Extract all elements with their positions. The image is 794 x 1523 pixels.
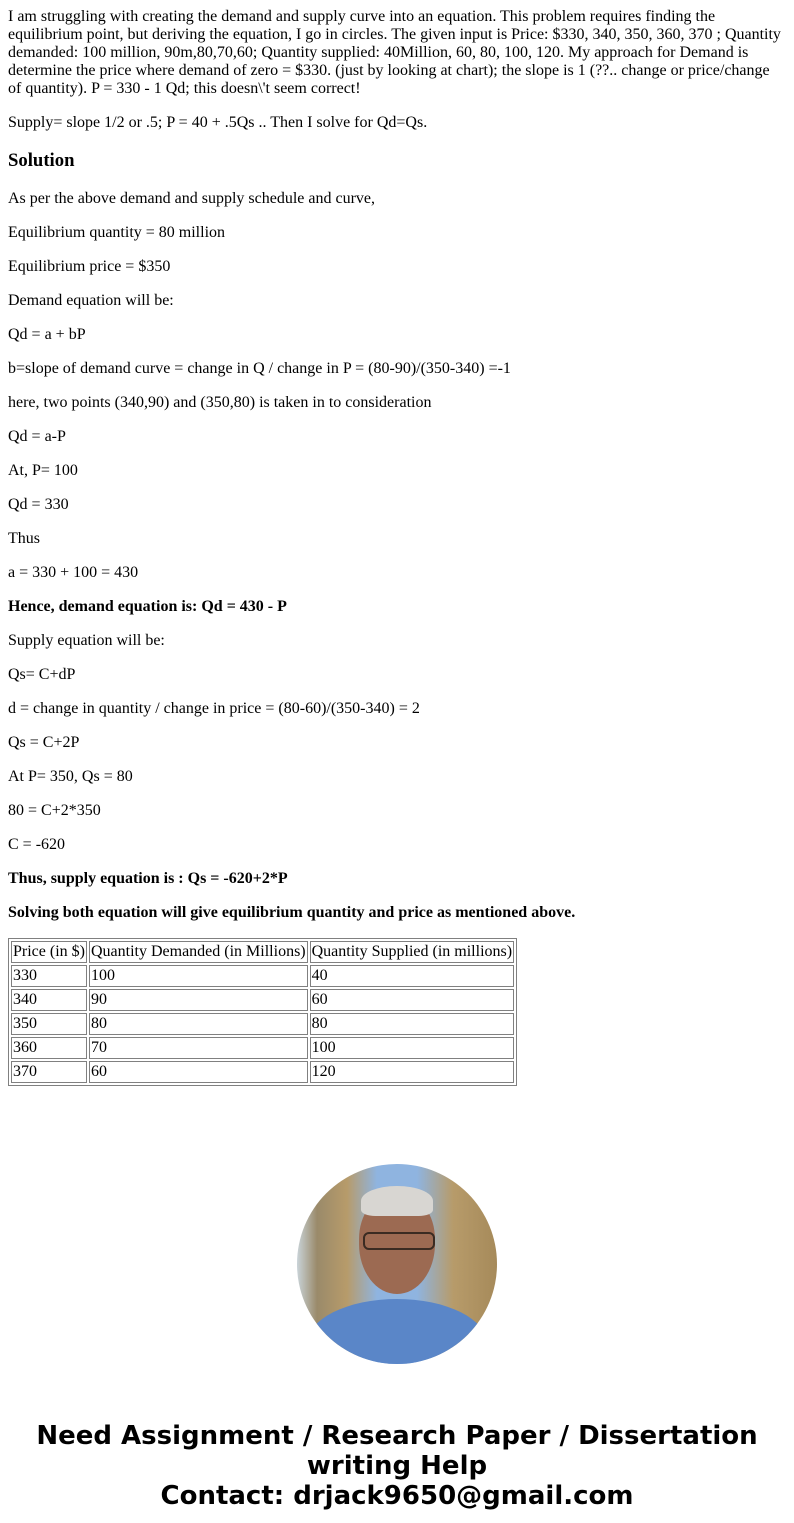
solution-paragraph: C = -620 (8, 836, 66, 853)
table-cell: Quantity Supplied (in millions) (310, 941, 514, 963)
table-header-row (11, 941, 514, 963)
solution-paragraph: Demand equation will be: (8, 292, 174, 309)
solution-paragraph: Thus (8, 530, 40, 547)
table-row (11, 965, 514, 987)
table-cell: 100 (310, 1037, 514, 1059)
solution-paragraph: a = 330 + 100 = 430 (8, 564, 139, 581)
solution-paragraph: Supply equation will be: (8, 632, 165, 649)
avatar-container (8, 1164, 786, 1369)
table-cell: 70 (89, 1037, 308, 1059)
solution-paragraph: Qd = a + bP (8, 326, 86, 343)
table-cell: 360 (11, 1037, 87, 1059)
solution-paragraph: As per the above demand and supply schedule and curve, (8, 190, 375, 207)
table-cell: 60 (310, 989, 514, 1011)
solution-paragraph (8, 904, 786, 922)
solution-paragraph: Equilibrium price = $350 (8, 258, 171, 275)
solution-paragraph (8, 598, 786, 616)
bold-text: Solving both equation will give equilibrium quantity and price as mentioned above. (8, 904, 576, 921)
table-cell: 60 (89, 1061, 308, 1083)
table-cell: 90 (89, 989, 308, 1011)
table-cell: 100 (89, 965, 308, 987)
solution-paragraph: Qs= C+dP (8, 666, 76, 683)
table-row (11, 989, 514, 1011)
question (8, 8, 786, 132)
solution-body (8, 190, 786, 922)
table-cell: 340 (11, 989, 87, 1011)
solution-paragraph: Qd = 330 (8, 496, 69, 513)
table-row (11, 1061, 514, 1083)
solution-paragraph: Qd = a-P (8, 428, 66, 445)
table-cell: 330 (11, 965, 87, 987)
solution-paragraph: here, two points (340,90) and (350,80) is taken in to consideration (8, 394, 432, 411)
question-paragraph: Supply= slope 1/2 or .5; P = 40 + .5Qs .. Then I solve for Qd=Qs. (8, 114, 428, 131)
schedule-table (8, 938, 517, 1086)
table-cell: 40 (310, 965, 514, 987)
table-cell: 80 (89, 1013, 308, 1035)
table-row (11, 1013, 514, 1035)
table-cell: 370 (11, 1061, 87, 1083)
footer-banner (8, 1421, 786, 1511)
table-cell: 350 (11, 1013, 87, 1035)
solution-paragraph: At, P= 100 (8, 462, 78, 479)
solution-paragraph (8, 870, 786, 888)
solution-paragraph: d = change in quantity / change in price = (80-60)/(350-340) = 2 (8, 700, 420, 717)
table-cell: Quantity Demanded (in Millions) (89, 941, 308, 963)
question-paragraph: I am struggling with creating the demand and supply curve into an equation. This problem requires finding the equilibrium point, but deriving the equation, I go in circles. The given input is Price: $330, 340, 350, 360, 370 ; Quantity demanded: 100 million, 90m,80,70,60; Quantity supplied: 40Million, 60, 80, 100, 120. My approach for Demand is determine the price where demand of zero = $330. (just by looking at chart); the slope is 1 (??.. change or price/change of quantity). P = 330 - 1 Qd; this doesn\'t seem correct! (8, 8, 781, 97)
solution-paragraph: Qs = C+2P (8, 734, 80, 751)
solution-paragraph: b=slope of demand curve = change in Q / change in P = (80-90)/(350-340) =-1 (8, 360, 511, 377)
bold-text: Thus, supply equation is : Qs = -620+2*P (8, 870, 288, 887)
bold-text: Hence, demand equation is: Qd = 430 - P (8, 598, 287, 615)
avatar (297, 1164, 497, 1364)
table-cell: 80 (310, 1013, 514, 1035)
footer-contact: Contact: drjack9650@gmail.com (160, 1481, 634, 1511)
solution-heading: Solution (8, 150, 75, 171)
solution-paragraph: Equilibrium quantity = 80 million (8, 224, 226, 241)
solution-paragraph: At P= 350, Qs = 80 (8, 768, 133, 785)
table-cell: Price (in $) (11, 941, 87, 963)
table-row (11, 1037, 514, 1059)
table-cell: 120 (310, 1061, 514, 1083)
footer-line-1: Need Assignment / Research Paper / Dissertation writing Help (36, 1421, 758, 1481)
solution-paragraph: 80 = C+2*350 (8, 802, 101, 819)
